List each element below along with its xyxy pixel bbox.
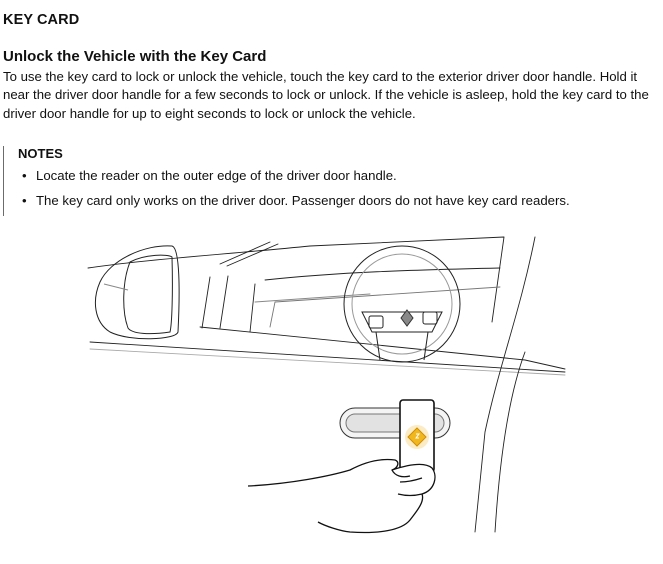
notes-callout (3, 146, 660, 216)
note-item (22, 168, 397, 183)
section-title: KEY CARD (3, 12, 80, 28)
bullet-icon: • (22, 193, 27, 208)
key-card-illustration (80, 232, 580, 542)
note-item (22, 193, 570, 208)
note-text: Locate the reader on the outer edge of the driver door handle. (36, 168, 397, 183)
subsection-title: Unlock the Vehicle with the Key Card (3, 48, 267, 65)
notes-title: NOTES (18, 146, 63, 161)
instruction-paragraph: To use the key card to lock or unlock the vehicle, touch the key card to the exterior driver door handle. Hold it near the driver door handle for a few seconds to lock or unlock. If the vehicle is asleep, hold the key card to the driver door handle for up to eight seconds to lock or unlock the vehicle. (3, 69, 649, 121)
note-text: The key card only works on the driver door. Passenger doors do not have key card readers. (36, 193, 570, 208)
hand-icon (248, 459, 435, 532)
bullet-icon: • (22, 168, 27, 183)
side-mirror-icon (95, 246, 179, 339)
steering-wheel-icon (344, 246, 460, 362)
key-card-icon (400, 400, 434, 472)
